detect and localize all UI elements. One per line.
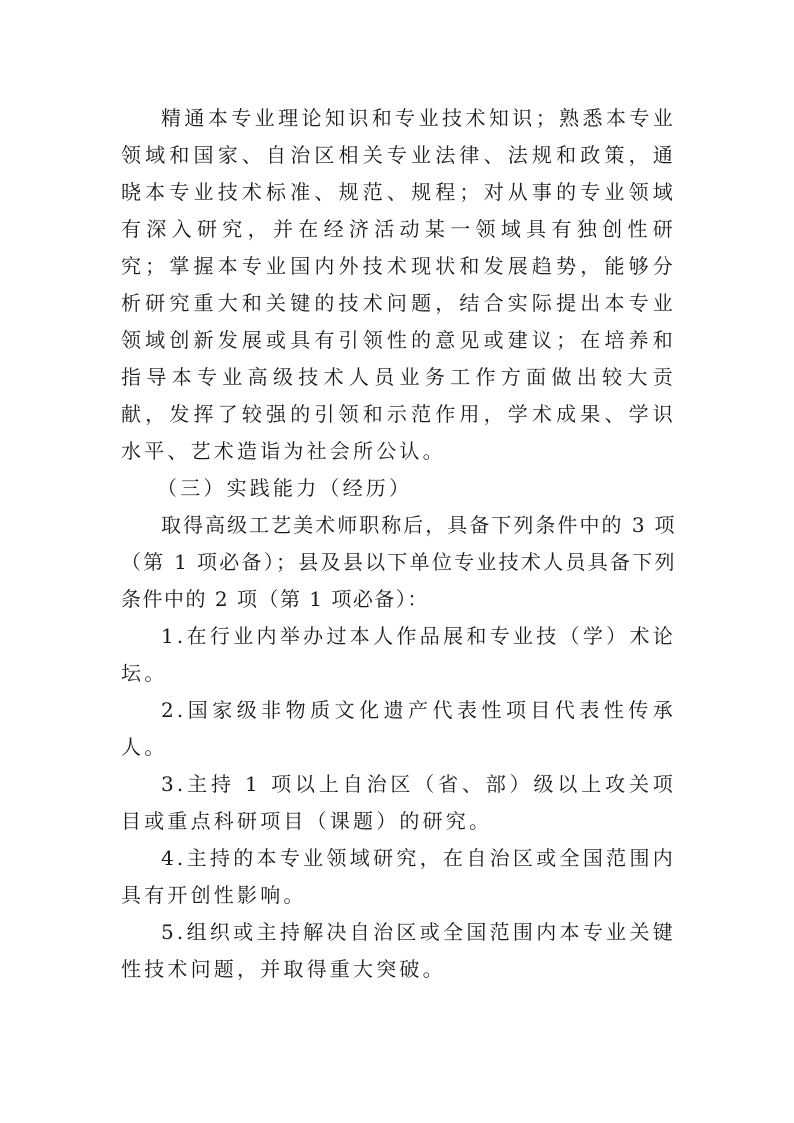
list-item: 1.在行业内举办过本人作品展和专业技（学）术论坛。 (121, 624, 676, 685)
list-item: 4.主持的本专业领域研究，在自治区或全国范围内具有开创性影响。 (121, 846, 676, 907)
list-item: 2.国家级非物质文化遗产代表性项目代表性传承人。 (121, 698, 676, 759)
body-paragraph: 精通本专业理论知识和专业技术知识；熟悉本专业领域和国家、自治区相关专业法律、法规和政策，通晓本专业技术标准、规范、规程；对从事的专业领域有深入研究，并在经济活动某一领域具有独创性研究；掌握本专业国内外技术现状和发展趋势，能够分析研究重大和关键的技术问题，结合实际提出本专业领域创新发展或具有引领性的意见或建议；在培养和指导本专业高级技术人员业务工作方面做出较大贡献，发挥了较强的引领和示范作用，学术成果、学识水平、艺术造诣为社会所公认。 (121, 106, 676, 463)
section-heading: （三）实践能力（经历） (157, 476, 413, 500)
list-item: 3.主持 1 项以上自治区（省、部）级以上攻关项目或重点科研项目（课题）的研究。 (121, 772, 676, 833)
document-page (121, 100, 676, 988)
intro-paragraph: 取得高级工艺美术师职称后，具备下列条件中的 3 项（第 1 项必备）；县及县以下单位专业技术人员具备下列条件中的 2 项（第 1 项必备）： (121, 513, 676, 611)
list-item: 5.组织或主持解决自治区或全国范围内本专业关键性技术问题，并取得重大突破。 (121, 920, 676, 981)
